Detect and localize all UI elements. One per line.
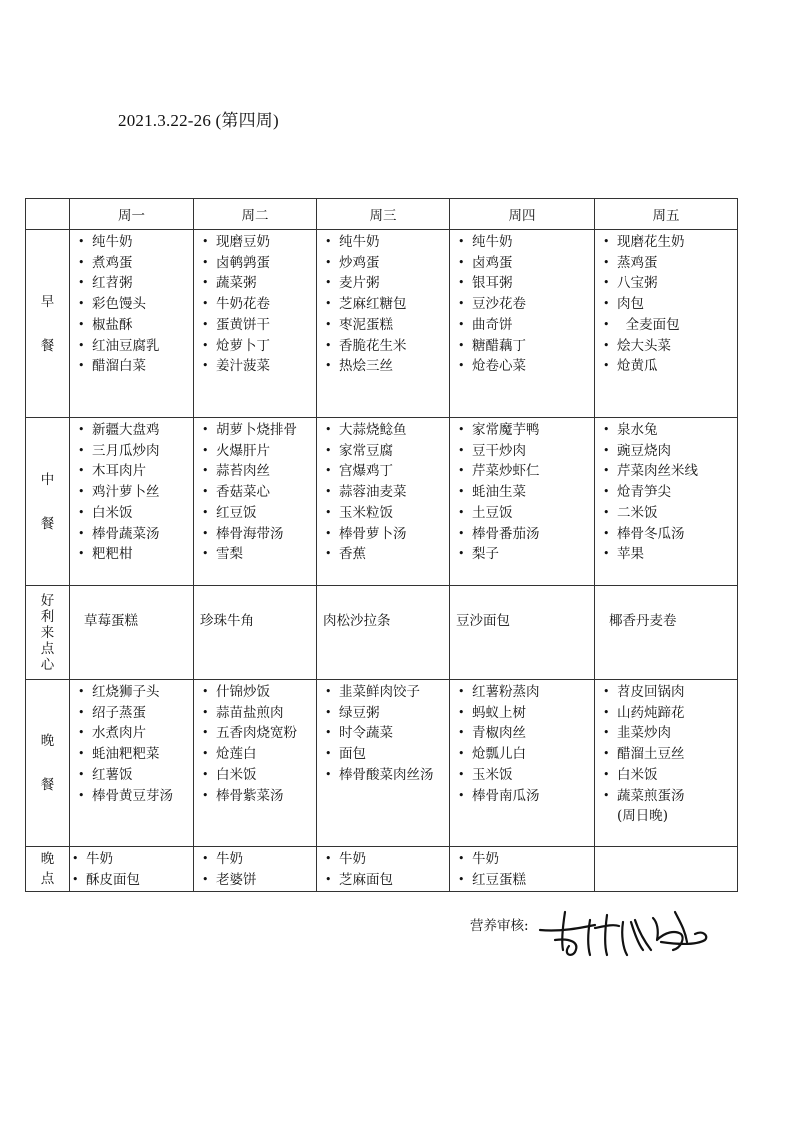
snack-row <box>26 586 738 680</box>
dish-item: • 椒盐酥 <box>76 315 193 336</box>
meal-cell <box>450 847 595 892</box>
meal-cell <box>450 230 595 418</box>
dish-item: • 炒鸡蛋 <box>323 253 449 274</box>
dish-item: • 现磨豆奶 <box>200 232 316 253</box>
dish-item: • 新疆大盘鸡 <box>76 420 193 441</box>
meal-cell <box>595 418 738 586</box>
dish-item: • 芹菜肉丝米线 <box>601 461 737 482</box>
dish-item: • 水煮肉片 <box>76 723 193 744</box>
day-header: 周二 <box>194 199 317 230</box>
dish-item: • 牛奶 <box>323 849 449 870</box>
dish-item: • 棒骨紫菜汤 <box>200 786 316 807</box>
dish-item: • 蒜蓉油麦菜 <box>323 482 449 503</box>
dish-item: • 蚝油粑粑菜 <box>76 744 193 765</box>
dish-item: • 棒骨萝卜汤 <box>323 524 449 545</box>
meal-cell <box>595 230 738 418</box>
meal-cell <box>450 418 595 586</box>
meal-cell <box>194 847 317 892</box>
dish-item: • 青椒肉丝 <box>456 723 594 744</box>
dish-item: • 芹菜炒虾仁 <box>456 461 594 482</box>
day-header: 周四 <box>450 199 595 230</box>
dish-item: • 蚝油生菜 <box>456 482 594 503</box>
dish-item: • 卤鹌鹑蛋 <box>200 253 316 274</box>
dish-item: • 二米饭 <box>601 503 737 524</box>
dish-item: • 煮鸡蛋 <box>76 253 193 274</box>
dish-item: • 棒骨海带汤 <box>200 524 316 545</box>
dish-item: • 现磨花生奶 <box>601 232 737 253</box>
dish-item: • 韭菜炒肉 <box>601 723 737 744</box>
corner-cell <box>26 199 70 230</box>
dish-item: • 纯牛奶 <box>456 232 594 253</box>
dish-item: • 玉米饭 <box>456 765 594 786</box>
dish-item: • 肉包 <box>601 294 737 315</box>
dish-item: • 香菇菜心 <box>200 482 316 503</box>
dish-item: • 芝麻红糖包 <box>323 294 449 315</box>
dish-item: • 蛋黄饼干 <box>200 315 316 336</box>
dish-item: • 大蒜烧鲶鱼 <box>323 420 449 441</box>
dish-note: (周日晚) <box>617 808 669 825</box>
dish-item: • 韭菜鲜肉饺子 <box>323 682 449 703</box>
page-title: 2021.3.22-26 (第四周) <box>118 111 279 130</box>
meal-cell <box>450 680 595 847</box>
dish-item: • 醋溜白菜 <box>76 356 193 377</box>
dish-item: • 麦片粥 <box>323 273 449 294</box>
dish-item: • 炝青笋尖 <box>601 482 737 503</box>
dish-item: • 炝黄瓜 <box>601 356 737 377</box>
meal-label-snack: 好 利 来 点 心 <box>26 586 70 680</box>
dish-item: • 蒜苔肉丝 <box>200 461 316 482</box>
dish-item: • 纯牛奶 <box>76 232 193 253</box>
dish-item: • 全麦面包 <box>601 315 737 336</box>
dish-item: • 苕皮回锅肉 <box>601 682 737 703</box>
dish-item: • 纯牛奶 <box>323 232 449 253</box>
breakfast-row <box>26 230 738 418</box>
snack-cell: 豆沙面包 <box>450 586 595 680</box>
dish-item: • 绿豆粥 <box>323 703 449 724</box>
weekly-menu-table <box>25 198 738 892</box>
dish-item: • 白米饭 <box>76 503 193 524</box>
dish-item: • 红烧狮子头 <box>76 682 193 703</box>
dish-item: • 雪梨 <box>200 544 316 565</box>
meal-cell <box>194 680 317 847</box>
dish-item: • 香脆花生米 <box>323 336 449 357</box>
snack-cell: 椰香丹麦卷 <box>595 586 738 680</box>
dish-item: • 棒骨南瓜汤 <box>456 786 594 807</box>
day-header: 周三 <box>317 199 450 230</box>
signature-label: 营养审核: <box>470 918 529 934</box>
dish-item: • 梨子 <box>456 544 594 565</box>
meal-label-dinner: 晚 餐 <box>26 680 70 847</box>
dish-item: • 红苕粥 <box>76 273 193 294</box>
dish-item: • 蒜苗盐煎肉 <box>200 703 316 724</box>
meal-cell <box>70 418 194 586</box>
dinner-row <box>26 680 738 847</box>
dish-item: • 八宝粥 <box>601 273 737 294</box>
dish-item: • 银耳粥 <box>456 273 594 294</box>
meal-cell <box>317 418 450 586</box>
dish-item: • 红薯饭 <box>76 765 193 786</box>
dish-item: • 老婆饼 <box>200 870 316 891</box>
dish-item: • 卤鸡蛋 <box>456 253 594 274</box>
snack-cell: 肉松沙拉条 <box>317 586 450 680</box>
dish-item: • 热烩三丝 <box>323 356 449 377</box>
dish-item: • 香蕉 <box>323 544 449 565</box>
dish-item: • 醋溜土豆丝 <box>601 744 737 765</box>
dish-item: • 豆沙花卷 <box>456 294 594 315</box>
dish-item: • 曲奇饼 <box>456 315 594 336</box>
meal-label-lunch: 中 餐 <box>26 418 70 586</box>
meal-cell <box>194 418 317 586</box>
dish-item: • 鸡汁萝卜丝 <box>76 482 193 503</box>
dish-item: • 豌豆烧肉 <box>601 441 737 462</box>
dish-item: • 宫爆鸡丁 <box>323 461 449 482</box>
meal-cell <box>595 680 738 847</box>
dish-item: • 时令蔬菜 <box>323 723 449 744</box>
dish-item: • 泉水兔 <box>601 420 737 441</box>
dish-item: • 胡萝卜烧排骨 <box>200 420 316 441</box>
dish-item: • 牛奶 <box>200 849 316 870</box>
dish-item: • 土豆饭 <box>456 503 594 524</box>
meal-cell <box>70 847 194 892</box>
dish-item: • 彩色馒头 <box>76 294 193 315</box>
dish-item: • 家常魔芋鸭 <box>456 420 594 441</box>
late-snack-row <box>26 847 738 892</box>
dish-item: • 红油豆腐乳 <box>76 336 193 357</box>
snack-cell: 草莓蛋糕 <box>70 586 194 680</box>
meal-label-breakfast: 早 餐 <box>26 230 70 418</box>
dish-item: • 炝莲白 <box>200 744 316 765</box>
dish-item: • 白米饭 <box>200 765 316 786</box>
dish-item: • 烩大头菜 <box>601 336 737 357</box>
dish-item: • 什锦炒饭 <box>200 682 316 703</box>
dish-item: • 火爆肝片 <box>200 441 316 462</box>
dish-item: • 木耳肉片 <box>76 461 193 482</box>
dish-item: • 姜汁菠菜 <box>200 356 316 377</box>
meal-cell <box>70 230 194 418</box>
dish-item: • 牛奶 <box>70 849 193 870</box>
meal-cell <box>595 847 738 892</box>
meal-cell <box>317 680 450 847</box>
meal-cell <box>317 230 450 418</box>
dish-item: • 玉米粒饭 <box>323 503 449 524</box>
dish-item: • 粑粑柑 <box>76 544 193 565</box>
dish-item: • 炝卷心菜 <box>456 356 594 377</box>
dish-item: • 棒骨蔬菜汤 <box>76 524 193 545</box>
dish-item: • 棒骨黄豆芽汤 <box>76 786 193 807</box>
lunch-row <box>26 418 738 586</box>
dish-item: • 白米饭 <box>601 765 737 786</box>
meal-cell <box>317 847 450 892</box>
dish-item: • 棒骨冬瓜汤 <box>601 524 737 545</box>
dish-item: • 红豆饭 <box>200 503 316 524</box>
dish-item: • 绍子蒸蛋 <box>76 703 193 724</box>
dish-item: • 蔬菜粥 <box>200 273 316 294</box>
dish-item: • 苹果 <box>601 544 737 565</box>
dish-item: • 枣泥蛋糕 <box>323 315 449 336</box>
day-header: 周五 <box>595 199 738 230</box>
dish-item: • 糖醋藕丁 <box>456 336 594 357</box>
dish-item: • 面包 <box>323 744 449 765</box>
dish-item: • 棒骨酸菜肉丝汤 <box>323 765 449 786</box>
dish-item: • 山药炖蹄花 <box>601 703 737 724</box>
dish-item: • 棒骨番茄汤 <box>456 524 594 545</box>
dish-item: • 牛奶花卷 <box>200 294 316 315</box>
snack-cell: 珍珠牛角 <box>194 586 317 680</box>
dish-item: • 炝萝卜丁 <box>200 336 316 357</box>
meal-label-late-snack: 晚 点 <box>26 847 70 892</box>
dish-item: • 五香肉烧宽粉 <box>200 723 316 744</box>
dish-item: • 酥皮面包 <box>70 870 193 891</box>
meal-cell <box>70 680 194 847</box>
handwritten-signature <box>535 900 715 970</box>
dish-item: • 豆干炒肉 <box>456 441 594 462</box>
dish-item: • 蚂蚁上树 <box>456 703 594 724</box>
dish-item: • 蒸鸡蛋 <box>601 253 737 274</box>
header-row <box>26 199 738 230</box>
dish-item: • 红豆蛋糕 <box>456 870 594 891</box>
dish-item: • 炝瓢儿白 <box>456 744 594 765</box>
meal-cell <box>194 230 317 418</box>
day-header: 周一 <box>70 199 194 230</box>
dish-item: • 家常豆腐 <box>323 441 449 462</box>
dish-item: • 三月瓜炒肉 <box>76 441 193 462</box>
dish-item: • 牛奶 <box>456 849 594 870</box>
dish-item: • 芝麻面包 <box>323 870 449 891</box>
dish-item: • 蔬菜煎蛋汤 <box>601 786 737 807</box>
dish-item: • 红薯粉蒸肉 <box>456 682 594 703</box>
